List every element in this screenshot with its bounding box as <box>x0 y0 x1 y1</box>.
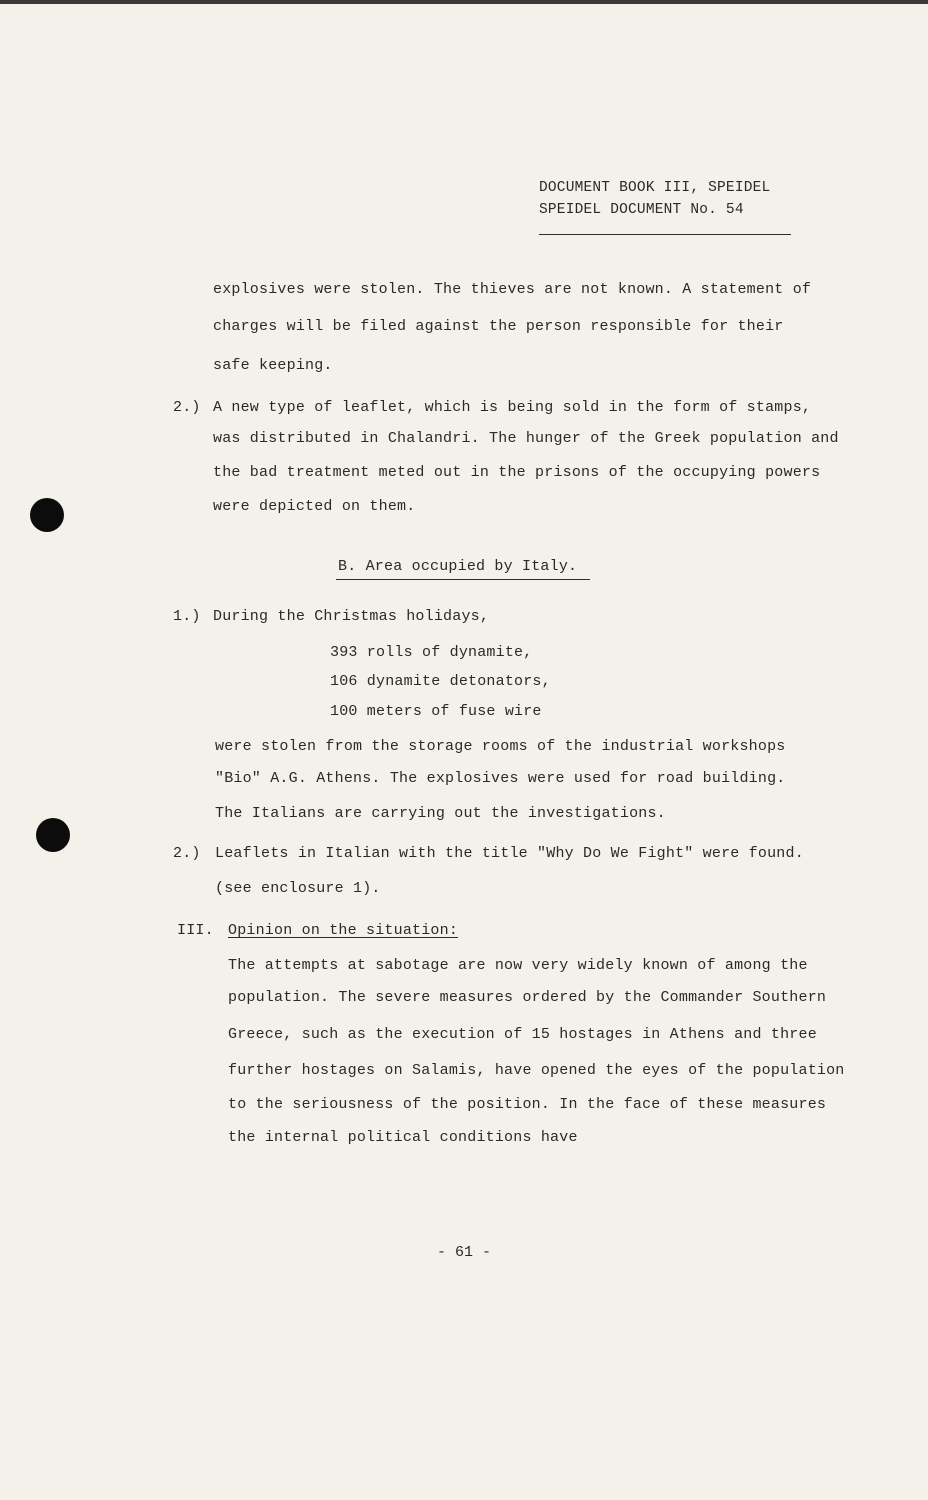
text-line: safe keeping. <box>213 357 333 374</box>
page-top-edge <box>0 0 928 4</box>
text-line: were depicted on them. <box>213 498 416 515</box>
text-line: Leaflets in Italian with the title "Why Do We Fight" were found. <box>215 845 804 862</box>
text-line: explosives were stolen. The thieves are not known. A statement of <box>213 281 812 298</box>
text-line: the internal political conditions have <box>228 1129 578 1146</box>
header-line-1: DOCUMENT BOOK III, SPEIDEL <box>539 180 771 196</box>
section-heading-underline <box>336 579 590 580</box>
item-number: 2.) <box>173 845 201 862</box>
punch-hole <box>36 818 70 852</box>
text-line: The attempts at sabotage are now very widely known of among the <box>228 957 808 974</box>
list-item: 393 rolls of dynamite, <box>330 644 533 661</box>
punch-hole <box>30 498 64 532</box>
item-number: 2.) <box>173 399 201 416</box>
header-rule <box>539 234 791 235</box>
list-item: 100 meters of fuse wire <box>330 703 542 720</box>
text-line: A new type of leaflet, which is being sold in the form of stamps, <box>213 399 812 416</box>
text-line: further hostages on Salamis, have opened the eyes of the population <box>228 1062 845 1079</box>
text-line: population. The severe measures ordered by the Commander Southern <box>228 989 827 1006</box>
page-number: - 61 - <box>436 1244 491 1261</box>
text-line: Greece, such as the execution of 15 hostages in Athens and three <box>228 1026 817 1043</box>
text-line: to the seriousness of the position. In the face of these measures <box>228 1096 827 1113</box>
text-line: the bad treatment meted out in the prisons of the occupying powers <box>213 464 821 481</box>
text-line: was distributed in Chalandri. The hunger of the Greek population and <box>213 430 839 447</box>
header-line-2: SPEIDEL DOCUMENT No. 54 <box>539 202 744 218</box>
section-heading: B. Area occupied by Italy. <box>338 558 578 575</box>
text-line: "Bio" A.G. Athens. The explosives were used for road building. <box>215 770 786 787</box>
item-number: 1.) <box>173 608 201 625</box>
text-line: (see enclosure 1). <box>215 880 381 897</box>
section-number: III. <box>177 922 214 939</box>
text-line: were stolen from the storage rooms of the industrial workshops <box>215 738 786 755</box>
text-line: The Italians are carrying out the investigations. <box>215 805 666 822</box>
text-line: charges will be filed against the person responsible for their <box>213 318 784 335</box>
list-item: 106 dynamite detonators, <box>330 673 551 690</box>
section-heading: Opinion on the situation: <box>228 922 459 939</box>
text-line: During the Christmas holidays, <box>213 608 490 625</box>
